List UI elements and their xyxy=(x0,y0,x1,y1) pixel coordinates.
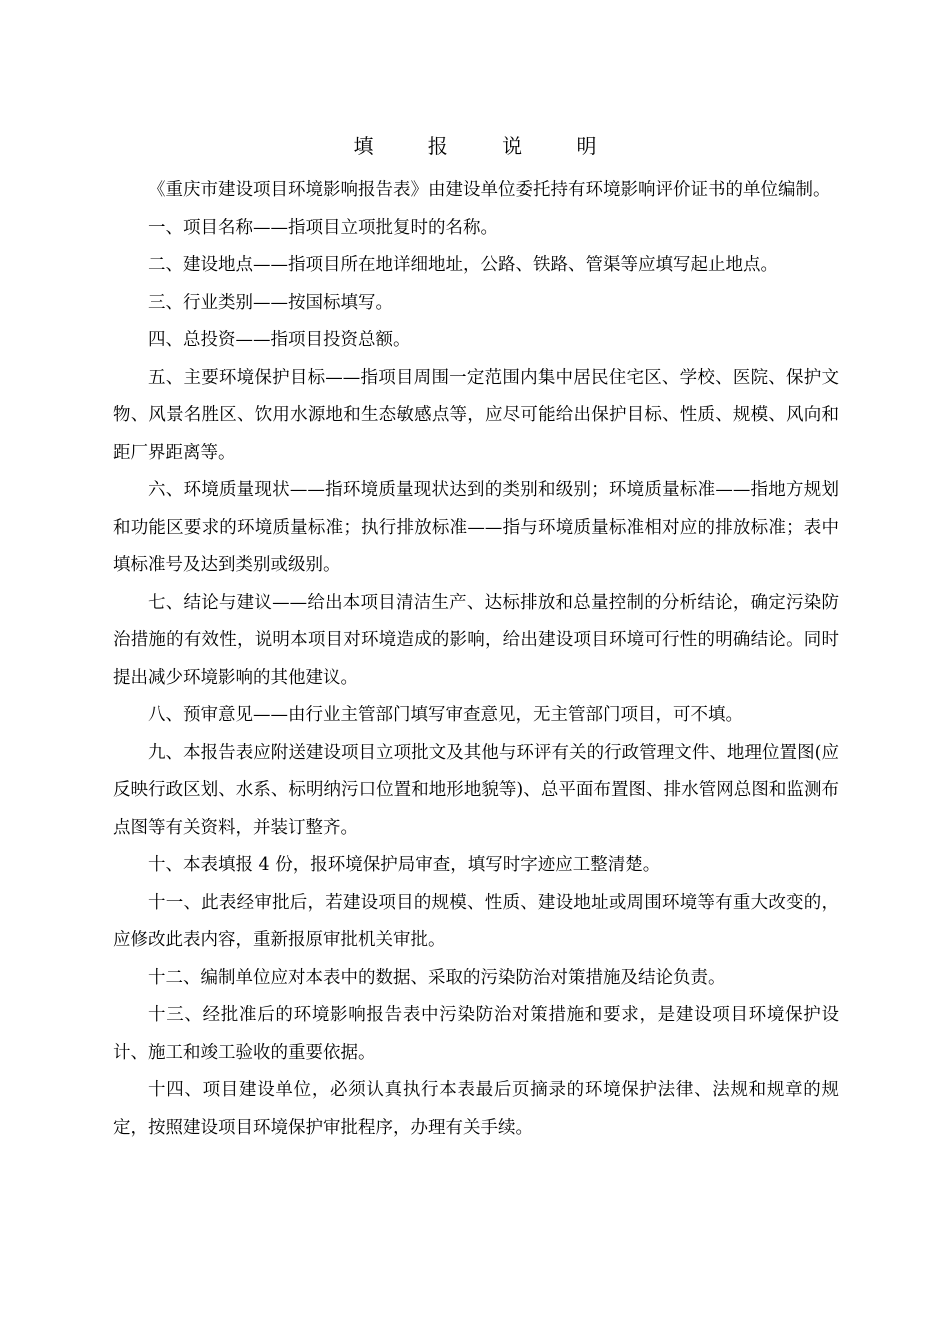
paragraph-item-11: 十一、此表经审批后，若建设项目的规模、性质、建设地址或周围环境等有重大改变的，应修改此表内容，重新报原审批机关审批。 xyxy=(113,892,839,950)
paragraph-item-13: 十三、经批准后的环境影响报告表中污染防治对策措施和要求，是建设项目环境保护设计、施工和竣工验收的重要依据。 xyxy=(113,1005,839,1063)
paragraph-item-5: 五、主要环境保护目标——指项目周围一定范围内集中居民住宅区、学校、医院、保护文物、风景名胜区、饮用水源地和生态敏感点等，应尽可能给出保护目标、性质、规模、风向和距厂界距离等。 xyxy=(113,367,839,463)
paragraph-item-7: 七、结论与建议——给出本项目清洁生产、达标排放和总量控制的分析结论，确定污染防治措施的有效性，说明本项目对环境造成的影响，给出建设项目环境可行性的明确结论。同时提出减少环境影响的其他建议。 xyxy=(113,592,839,688)
page-title: 填 报 说 明 xyxy=(353,134,621,158)
paragraph-item-12: 十二、编制单位应对本表中的数据、采取的污染防治对策措施及结论负责。 xyxy=(148,967,726,988)
paragraph-item-3: 三、行业类别——按国标填写。 xyxy=(148,292,393,313)
paragraph-item-6: 六、环境质量现状——指环境质量现状达到的类别和级别；环境质量标准——指地方规划和功能区要求的环境质量标准；执行排放标准——指与环境质量标准相对应的排放标准；表中填标准号及达到类别或级别。 xyxy=(113,480,839,575)
paragraph-item-8: 八、预审意见——由行业主管部门填写审查意见，无主管部门项目，可不填。 xyxy=(148,705,743,725)
paragraph-item-14: 十四、项目建设单位，必须认真执行本表最后页摘录的环境保护法律、法规和规章的规定，按照建设项目环境保护审批程序，办理有关手续。 xyxy=(113,1080,839,1138)
paragraph-item-1: 一、项目名称——指项目立项批复时的名称。 xyxy=(148,217,498,238)
paragraph-intro: 《重庆市建设项目环境影响报告表》由建设单位委托持有环境影响评价证书的单位编制。 xyxy=(148,180,831,200)
paragraph-item-9: 九、本报告表应附送建设项目立项批文及其他与环评有关的行政管理文件、地理位置图(应反映行政区划、水系、标明纳污口位置和地形地貌等)、总平面布置图、排水管网总图和监测布点图等有关资料，并装订整齐。 xyxy=(113,742,839,838)
paragraph-item-2: 二、建设地点——指项目所在地详细地址，公路、铁路、管渠等应填写起止地点。 xyxy=(148,255,778,275)
instructions-body xyxy=(113,172,839,1147)
paragraph-item-10: 十、本表填报 4 份，报环境保护局审查，填写时字迹应工整清楚。 xyxy=(148,855,661,875)
paragraph-item-4: 四、总投资——指项目投资总额。 xyxy=(148,330,411,350)
